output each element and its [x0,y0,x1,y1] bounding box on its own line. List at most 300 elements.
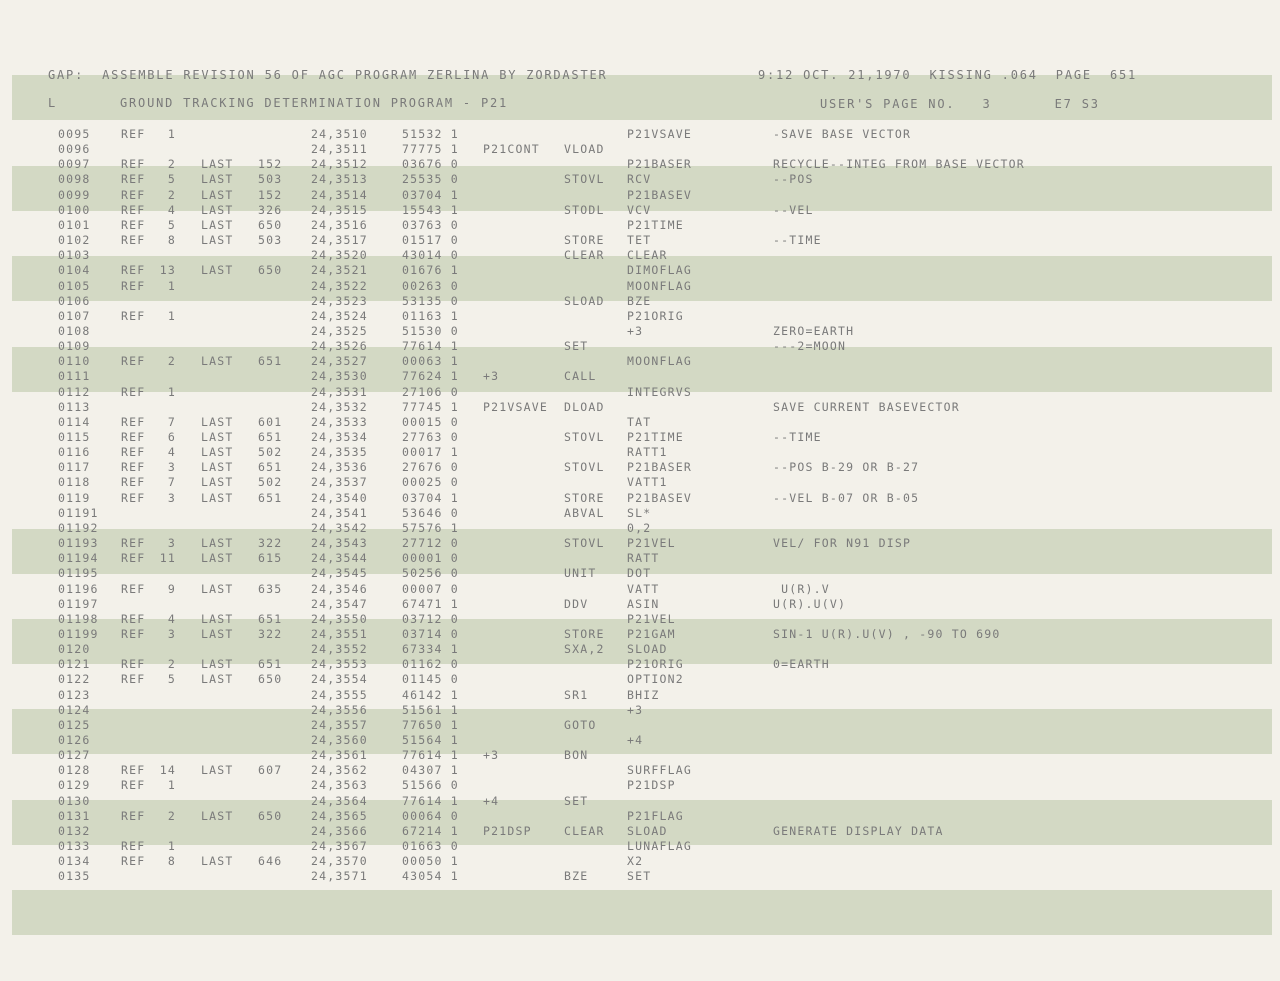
listing-row [0,385,1280,400]
address: 24,3510 [311,127,368,141]
last-keyword: LAST [201,202,234,217]
ref-count-value: 1 [167,384,176,399]
line-number: 0135 [58,869,91,884]
operand: ASIN [627,596,660,611]
ref-count-value: 2 [167,354,176,369]
comment: 0=EARTH [773,657,830,672]
operand: LUNAFLAG [627,839,692,854]
operand: SLOAD [627,823,668,838]
ref-keyword: REF [121,384,146,399]
operand: BZE [627,293,652,308]
ref-keyword: REF [121,839,146,854]
ref-count-value: 8 [167,233,176,248]
octal-code: 46142 1 [402,687,459,702]
line-number: 0127 [58,748,91,763]
line-number: 0119 [58,490,91,505]
address: 24,3530 [311,369,368,384]
address: 24,3570 [311,854,368,869]
operand: INTEGRVS [627,384,692,399]
ref-count-value: 4 [167,202,176,217]
octal-code: 25535 0 [402,172,459,187]
comment: ---2=MOON [773,339,847,354]
ref-count-value: 3 [167,460,176,475]
octal-code: 00007 0 [402,581,459,596]
opcode: VLOAD [564,142,605,157]
line-number: 0098 [58,172,91,187]
listing-row [0,157,1280,172]
listing-row [0,642,1280,657]
address: 24,3531 [311,384,368,399]
line-number: 0109 [58,339,91,354]
ref-count-value: 9 [167,581,176,596]
operand: P21BASER [627,460,692,475]
location-label: P21CONT [483,142,540,157]
line-number: 01196 [58,581,99,596]
octal-code: 15543 1 [402,202,459,217]
ref-keyword: REF [121,263,146,278]
comment: GENERATE DISPLAY DATA [773,823,944,838]
octal-code: 00063 1 [402,354,459,369]
last-page: 651 [258,354,283,369]
address: 24,3567 [311,839,368,854]
comment: --VEL [773,202,814,217]
line-number: 0099 [58,187,91,202]
listing-row [0,218,1280,233]
ref-count-value: 2 [167,157,176,172]
operand: P21ORIG [627,308,684,323]
ref-keyword: REF [121,490,146,505]
last-keyword: LAST [201,490,234,505]
opcode: STODL [564,202,605,217]
ref-count-value: 2 [167,187,176,202]
last-page: 650 [258,672,283,687]
ref-count-value: 8 [167,854,176,869]
line-number: 0129 [58,778,91,793]
last-page: 503 [258,233,283,248]
operand: SET [627,869,652,884]
listing-row [0,172,1280,187]
line-number: 01198 [58,611,99,626]
octal-code: 01517 0 [402,233,459,248]
ref-keyword: REF [121,581,146,596]
ref-keyword: REF [121,172,146,187]
last-page: 650 [258,808,283,823]
ref-keyword: REF [121,657,146,672]
listing-row [0,506,1280,521]
address: 24,3535 [311,445,368,460]
ref-count-value: 1 [167,127,176,141]
last-page: 326 [258,202,283,217]
address: 24,3522 [311,278,368,293]
listing-row [0,582,1280,597]
octal-code: 77745 1 [402,399,459,414]
octal-code: 03712 0 [402,611,459,626]
header-level-marker: L [48,96,58,110]
address: 24,3523 [311,293,368,308]
octal-code: 67334 1 [402,642,459,657]
operand: TET [627,233,652,248]
address: 24,3521 [311,263,368,278]
listing-row [0,491,1280,506]
address: 24,3557 [311,717,368,732]
line-number: 0128 [58,763,91,778]
operand: RATT [627,551,660,566]
ref-keyword: REF [121,460,146,475]
ref-keyword: REF [121,127,146,141]
octal-code: 00050 1 [402,854,459,869]
octal-code: 03704 1 [402,187,459,202]
location-label: P21VSAVE [483,399,548,414]
operand: P21ORIG [627,657,684,672]
last-page: 635 [258,581,283,596]
address: 24,3516 [311,217,368,232]
octal-code: 77775 1 [402,142,459,157]
ref-keyword: REF [121,536,146,551]
opcode: SET [564,793,589,808]
address: 24,3564 [311,793,368,808]
operand: RCV [627,172,652,187]
listing-row [0,309,1280,324]
address: 24,3542 [311,520,368,535]
last-keyword: LAST [201,430,234,444]
last-page: 322 [258,626,283,641]
operand: VATT [627,581,660,596]
ref-count-value: 1 [167,308,176,323]
comment: --VEL B-07 OR B-05 [773,490,920,505]
opcode: STOVL [564,172,605,187]
listing-row [0,460,1280,475]
last-keyword: LAST [201,581,234,596]
last-page: 502 [258,475,283,490]
address: 24,3537 [311,475,368,490]
last-keyword: LAST [201,354,234,369]
last-page: 651 [258,490,283,505]
operand: VATT1 [627,475,668,490]
line-number: 01195 [58,566,99,581]
header-section-title: GROUND TRACKING DETERMINATION PROGRAM - P21 [120,96,509,110]
listing-row [0,263,1280,278]
header-date-page: 9:12 OCT. 21,1970 KISSING .064 PAGE 651 [758,68,1138,82]
address: 24,3554 [311,672,368,687]
line-number: 0112 [58,384,91,399]
greenbar-band [12,890,1272,935]
location-label: +3 [483,748,500,763]
address: 24,3560 [311,733,368,747]
listing-row [0,369,1280,384]
last-page: 651 [258,460,283,475]
operand: OPTION2 [627,672,684,687]
listing-row [0,354,1280,369]
last-keyword: LAST [201,445,234,460]
line-number: 0106 [58,293,91,308]
header-program-line: GAP: ASSEMBLE REVISION 56 OF AGC PROGRAM ZERLINA BY ZORDASTER [48,68,608,82]
location-label: +3 [483,369,500,384]
listing-row [0,763,1280,778]
listing-row [0,233,1280,248]
line-number: 0113 [58,399,91,414]
octal-code: 53646 0 [402,505,459,520]
address: 24,3565 [311,808,368,823]
opcode: STOVL [564,460,605,475]
comment: SAVE CURRENT BASEVECTOR [773,399,960,414]
listing-row [0,688,1280,703]
listing-row [0,748,1280,763]
operand: MOONFLAG [627,278,692,293]
listing-row [0,248,1280,263]
line-number: 0114 [58,414,91,429]
address: 24,3561 [311,748,368,763]
address: 24,3514 [311,187,368,202]
listing-row [0,672,1280,687]
last-page: 646 [258,854,283,869]
opcode: STOVL [564,536,605,551]
opcode: STORE [564,490,605,505]
octal-code: 77614 1 [402,339,459,354]
octal-code: 67214 1 [402,823,459,838]
address: 24,3526 [311,339,368,354]
listing-row [0,339,1280,354]
address: 24,3563 [311,778,368,793]
listing-row [0,475,1280,490]
line-number: 0132 [58,823,91,838]
line-number: 0118 [58,475,91,490]
ref-count-value: 13 [159,263,176,278]
operand: P21VEL [627,536,676,551]
operand: P21TIME [627,430,684,444]
ref-count-value: 5 [167,217,176,232]
ref-keyword: REF [121,233,146,248]
address: 24,3520 [311,248,368,263]
line-number: 0131 [58,808,91,823]
octal-code: 00015 0 [402,414,459,429]
comment: -SAVE BASE VECTOR [773,127,912,141]
octal-code: 43054 1 [402,869,459,884]
ref-count-value: 4 [167,611,176,626]
octal-code: 50256 0 [402,566,459,581]
octal-code: 00017 1 [402,445,459,460]
address: 24,3524 [311,308,368,323]
last-keyword: LAST [201,551,234,566]
octal-code: 51532 1 [402,127,459,141]
line-number: 0122 [58,672,91,687]
last-keyword: LAST [201,187,234,202]
ref-count-value: 3 [167,536,176,551]
last-keyword: LAST [201,611,234,626]
comment: U(R).V [773,581,830,596]
octal-code: 00025 0 [402,475,459,490]
line-number: 0125 [58,717,91,732]
address: 24,3517 [311,233,368,248]
ref-keyword: REF [121,611,146,626]
octal-code: 03714 0 [402,626,459,641]
octal-code: 77614 1 [402,748,459,763]
listing-row [0,839,1280,854]
opcode: CALL [564,369,597,384]
listing-row [0,324,1280,339]
line-number: 0110 [58,354,91,369]
octal-code: 77650 1 [402,717,459,732]
octal-code: 01676 1 [402,263,459,278]
ref-keyword: REF [121,445,146,460]
opcode: UNIT [564,566,597,581]
octal-code: 77614 1 [402,793,459,808]
listing-row [0,869,1280,884]
line-number: 01199 [58,626,99,641]
address: 24,3553 [311,657,368,672]
ref-count-value: 1 [167,278,176,293]
last-keyword: LAST [201,657,234,672]
line-number: 0121 [58,657,91,672]
ref-count-value: 5 [167,172,176,187]
operand: SURFFLAG [627,763,692,778]
listing-row [0,733,1280,748]
line-number: 0116 [58,445,91,460]
octal-code: 51564 1 [402,733,459,747]
line-number: 01194 [58,551,99,566]
last-page: 152 [258,157,283,172]
last-keyword: LAST [201,414,234,429]
address: 24,3552 [311,642,368,657]
line-number: 0096 [58,142,91,157]
line-number: 0126 [58,733,91,747]
last-keyword: LAST [201,263,234,278]
operand: P21BASEV [627,187,692,202]
address: 24,3525 [311,323,368,338]
ref-count-value: 1 [167,778,176,793]
opcode: STORE [564,233,605,248]
octal-code: 00001 0 [402,551,459,566]
listing-row [0,415,1280,430]
comment: --POS B-29 OR B-27 [773,460,920,475]
opcode: BON [564,748,589,763]
ref-keyword: REF [121,763,146,778]
listing-row [0,203,1280,218]
octal-code: 27106 0 [402,384,459,399]
last-keyword: LAST [201,217,234,232]
last-page: 503 [258,172,283,187]
ref-count-value: 11 [159,551,176,566]
ref-keyword: REF [121,808,146,823]
ref-count-value: 2 [167,808,176,823]
line-number: 0134 [58,854,91,869]
listing-row [0,597,1280,612]
octal-code: 01163 1 [402,308,459,323]
line-number: 0115 [58,430,91,444]
octal-code: 00064 0 [402,808,459,823]
ref-count-value: 5 [167,672,176,687]
ref-count-value: 4 [167,445,176,460]
last-keyword: LAST [201,763,234,778]
address: 24,3550 [311,611,368,626]
opcode: SET [564,339,589,354]
octal-code: 27763 0 [402,430,459,444]
last-page: 650 [258,263,283,278]
listing-row [0,521,1280,536]
address: 24,3532 [311,399,368,414]
last-page: 601 [258,414,283,429]
line-number: 0105 [58,278,91,293]
address: 24,3540 [311,490,368,505]
listing-row [0,142,1280,157]
ref-count-value: 1 [167,839,176,854]
line-number: 01193 [58,536,99,551]
operand: P21VEL [627,611,676,626]
line-number: 0120 [58,642,91,657]
listing-row [0,657,1280,672]
operand: MOONFLAG [627,354,692,369]
ref-count-value: 6 [167,430,176,444]
ref-keyword: REF [121,187,146,202]
octal-code: 03704 1 [402,490,459,505]
comment: SIN-1 U(R).U(V) , -90 TO 690 [773,626,1001,641]
operand: X2 [627,854,644,869]
operand: SL* [627,505,652,520]
last-keyword: LAST [201,672,234,687]
octal-code: 43014 0 [402,248,459,263]
line-number: 0100 [58,202,91,217]
line-number: 0124 [58,702,91,717]
address: 24,3541 [311,505,368,520]
address: 24,3571 [311,869,368,884]
listing-row [0,566,1280,581]
listing-row [0,778,1280,793]
opcode: DLOAD [564,399,605,414]
listing-row [0,612,1280,627]
comment: --POS [773,172,814,187]
octal-code: 57576 1 [402,520,459,535]
octal-code: 01162 0 [402,657,459,672]
octal-code: 27676 0 [402,460,459,475]
octal-code: 01145 0 [402,672,459,687]
line-number: 0107 [58,308,91,323]
ref-keyword: REF [121,475,146,490]
opcode: BZE [564,869,589,884]
operand: TAT [627,414,652,429]
line-number: 0111 [58,369,91,384]
address: 24,3546 [311,581,368,596]
address: 24,3545 [311,566,368,581]
comment: --TIME [773,430,822,444]
octal-code: 53135 0 [402,293,459,308]
ref-keyword: REF [121,551,146,566]
ref-count-value: 7 [167,414,176,429]
operand: CLEAR [627,248,668,263]
comment: ZERO=EARTH [773,323,855,338]
last-keyword: LAST [201,536,234,551]
line-number: 0108 [58,323,91,338]
opcode: SR1 [564,687,589,702]
comment: U(R).U(V) [773,596,847,611]
ref-count-value: 3 [167,626,176,641]
opcode: ABVAL [564,505,605,520]
ref-keyword: REF [121,626,146,641]
operand: +3 [627,323,644,338]
address: 24,3512 [311,157,368,172]
line-number: 01197 [58,596,99,611]
last-page: 651 [258,611,283,626]
operand: DIMOFLAG [627,263,692,278]
octal-code: 04307 1 [402,763,459,778]
address: 24,3551 [311,626,368,641]
listing-row [0,188,1280,203]
opcode: DDV [564,596,589,611]
operand: P21FLAG [627,808,684,823]
location-label: P21DSP [483,823,532,838]
ref-keyword: REF [121,430,146,444]
comment: RECYCLE--INTEG FROM BASE VECTOR [773,157,1025,172]
operand: 0,2 [627,520,652,535]
address: 24,3534 [311,430,368,444]
